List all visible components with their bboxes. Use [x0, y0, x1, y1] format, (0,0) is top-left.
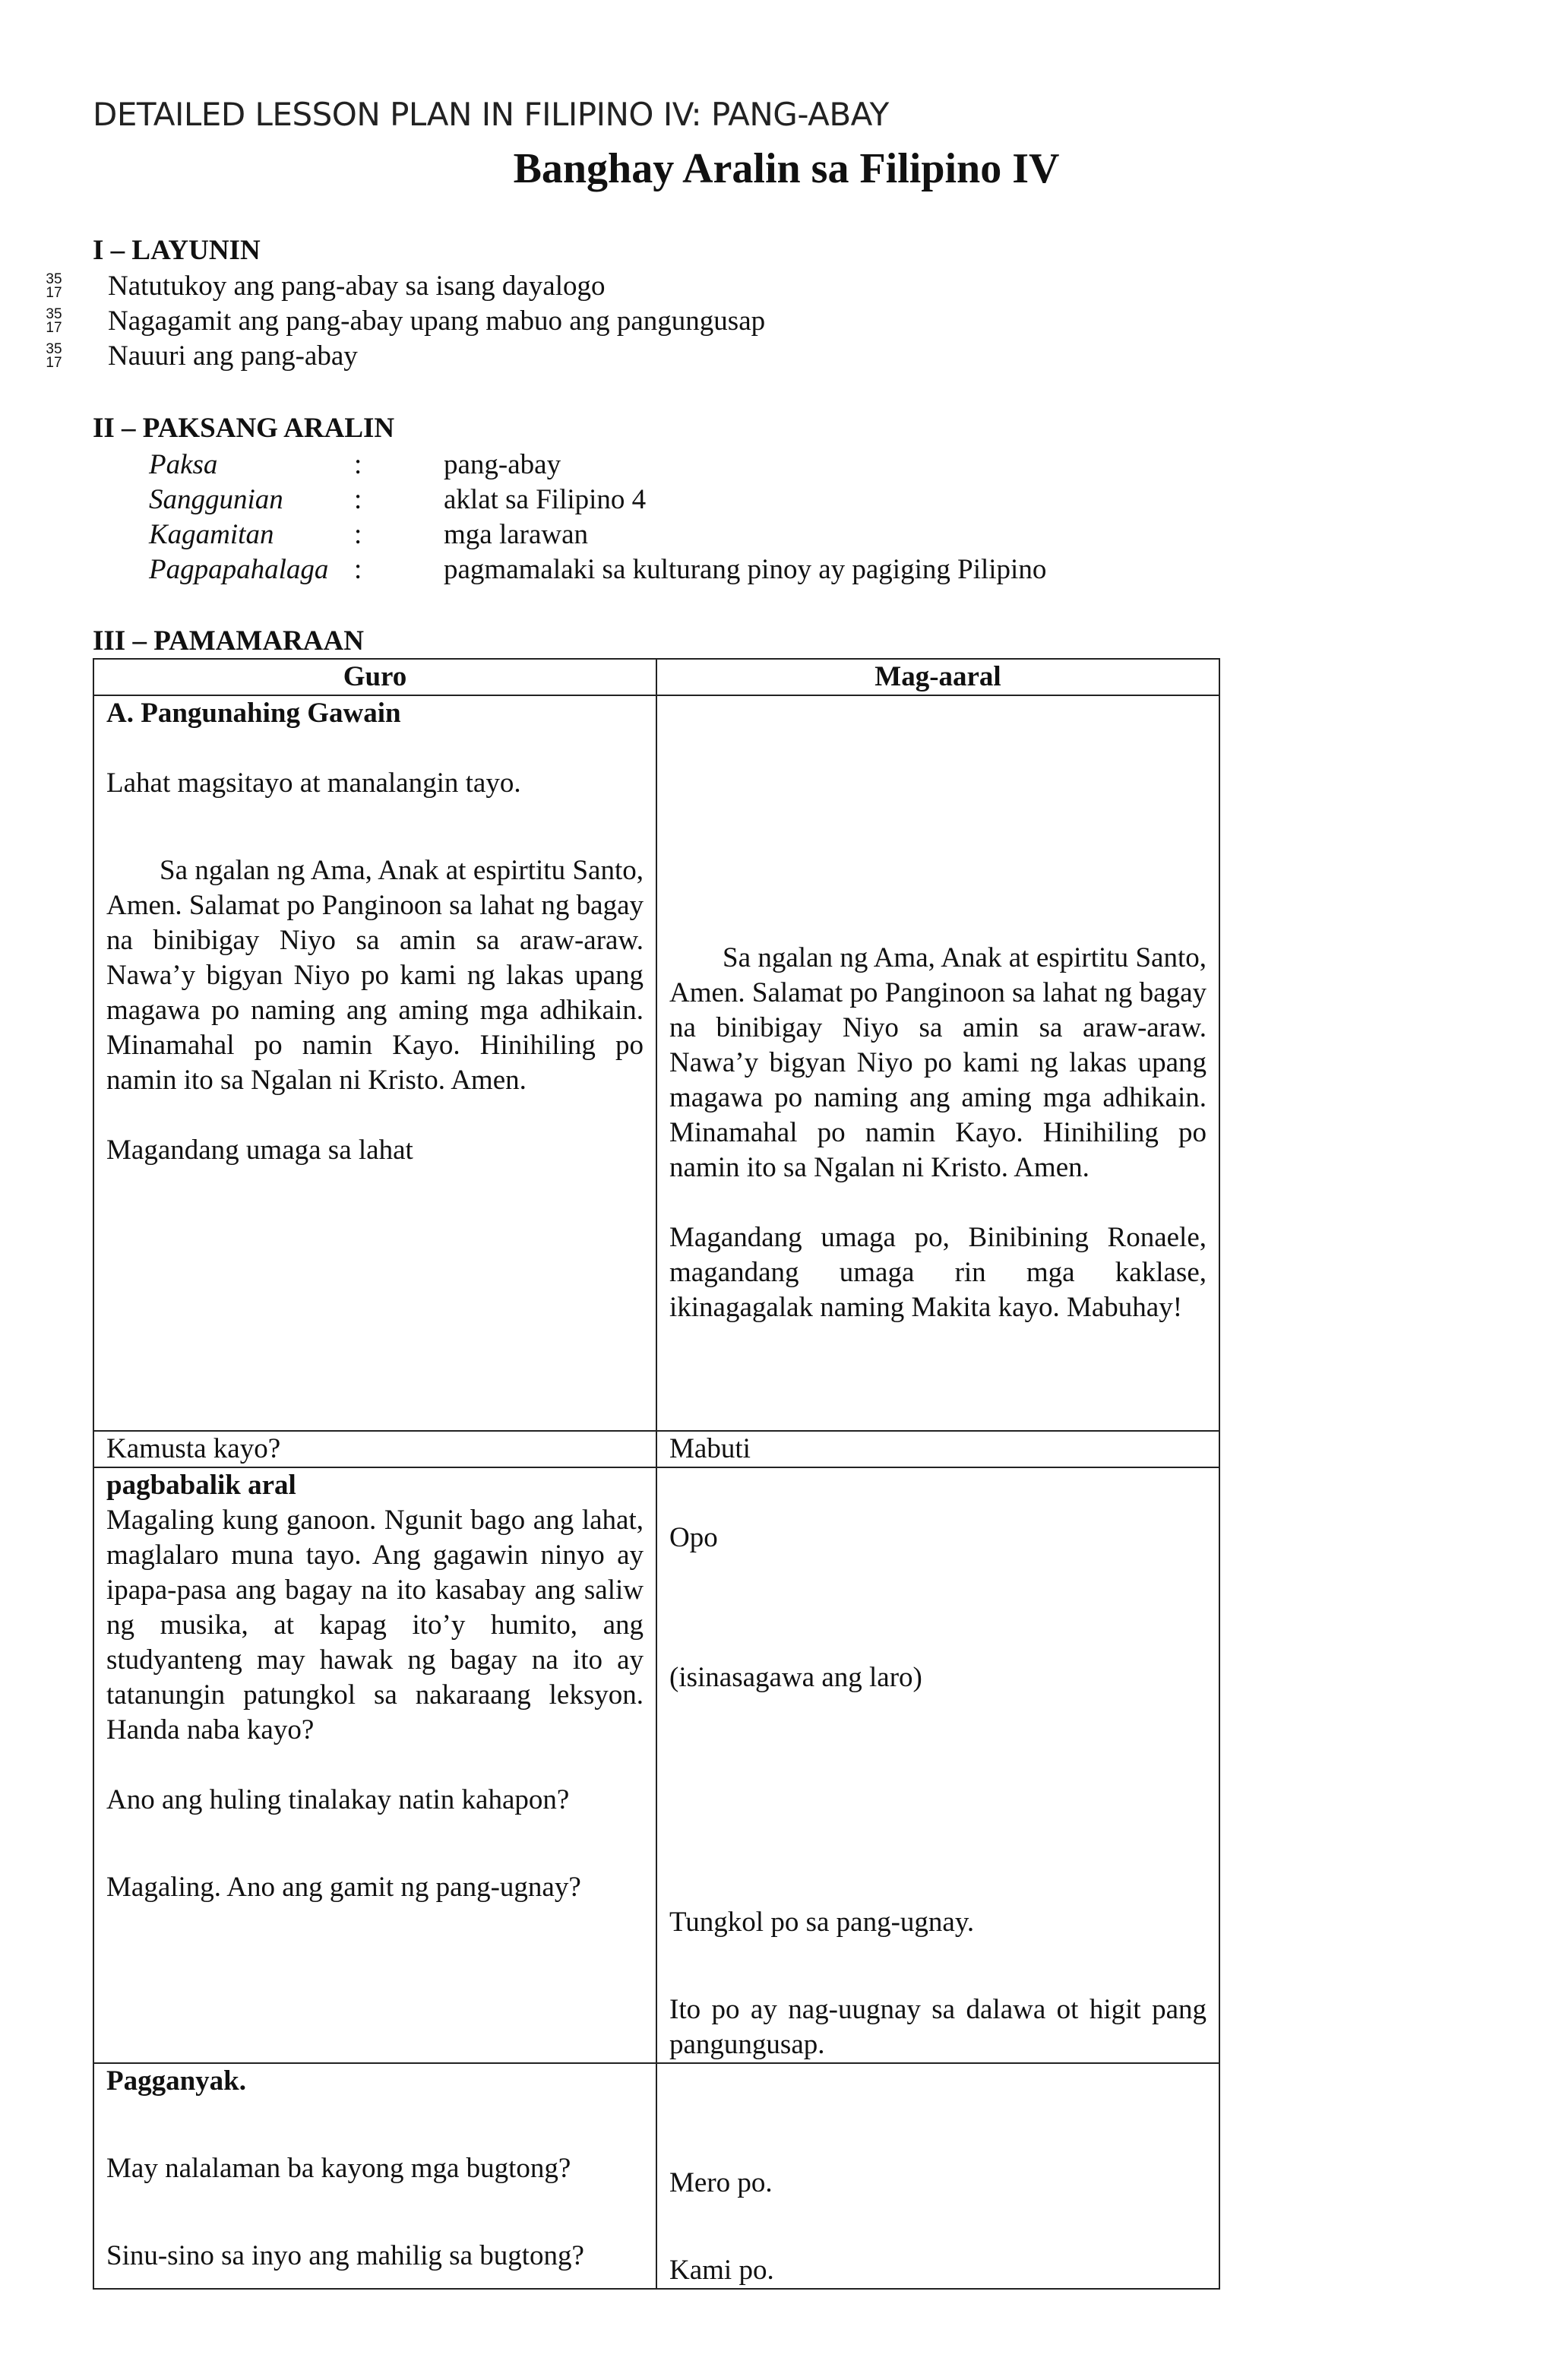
objective-marker: 35 17 [46, 271, 62, 301]
teacher-cell: Kamusta kayo? [93, 1431, 656, 1467]
topic-value: aklat sa Filipino 4 [444, 484, 647, 515]
objective-item [43, 305, 765, 337]
topic-value: pang-abay [444, 449, 561, 480]
topic-row [149, 448, 561, 481]
objective-item [43, 340, 358, 372]
topic-colon: : [354, 449, 362, 480]
topic-colon: : [354, 519, 362, 550]
teacher-line: Magaling kung ganoon. Ngunit bago ang lahat, maglalaro muna tayo. Ang gagawin ninyo ay ipapa-pasa ang bagay na ito kasabay ang saliw ng musika, at kapag ito’y humito, ang studyanteng may hawak ng bagay na ito ay tatanungin patungkol sa nakaraang leksyon. Handa naba kayo? [106, 1505, 644, 1745]
student-line: Tungkol po sa pang-ugnay. [669, 1907, 975, 1938]
objective-text: Nagagamit ang pang-abay upang mabuo ang pangungusap [108, 305, 766, 337]
activity-heading: pagbabalik aral [106, 1470, 296, 1501]
teacher-cell [93, 695, 656, 1431]
topic-value: mga larawan [444, 519, 589, 550]
teacher-line: Ano ang huling tinalakay natin kahapon? [106, 1784, 570, 1815]
teacher-line: Magandang umaga sa lahat [106, 1135, 413, 1166]
section-pamamaraan-heading: III – PAMAMARAAN [93, 625, 364, 657]
document-header: DETAILED LESSON PLAN IN FILIPINO IV: PANG-ABAY [93, 96, 889, 133]
teacher-prayer: Sa ngalan ng Ama, Anak at espirtitu Santo, Amen. Salamat po Panginoon sa lahat ng bagay na binibigay Niyo sa amin sa araw-araw. Nawa’y bigyan Niyo po kami ng lakas upang magawa po naming ang aming mga adhikain. Minamahal po namin Kayo. Hinihiling po namin ito sa Ngalan ni Kristo. Amen. [106, 855, 644, 1096]
procedure-table [93, 658, 1220, 2290]
activity-heading: A. Pangunahing Gawain [106, 698, 401, 729]
teacher-line: Lahat magsitayo at manalangin tayo. [106, 767, 521, 799]
student-line: (isinasagawa ang laro) [669, 1662, 922, 1693]
section-paksang-aralin-heading: II – PAKSANG ARALIN [93, 413, 395, 444]
topic-colon: : [354, 554, 362, 585]
teacher-line: Magaling. Ano ang gamit ng pang-ugnay? [106, 1872, 581, 1903]
student-cell [656, 2063, 1219, 2289]
student-line: Mero po. [669, 2167, 773, 2198]
student-cell [656, 1467, 1219, 2063]
topic-label: Sanggunian [149, 484, 283, 515]
objective-text: Natutukoy ang pang-abay sa isang dayalogo [108, 271, 606, 302]
table-row [93, 695, 1219, 1431]
activity-heading: Pagganyak. [106, 2065, 247, 2097]
teacher-cell [93, 2063, 656, 2289]
student-prayer: Sa ngalan ng Ama, Anak at espirtitu Santo, Amen. Salamat po Panginoon sa lahat ng bagay na binibigay Niyo sa amin sa araw-araw. Nawa’y bigyan Niyo po kami ng lakas upang magawa po naming ang aming mga adhikain. Minamahal po namin Kayo. Hinihiling po namin ito sa Ngalan ni Kristo. Amen. [669, 942, 1207, 1183]
document-title: Banghay Aralin sa Filipino IV [513, 145, 1060, 192]
objective-marker: 35 17 [46, 340, 62, 371]
student-line: Magandang umaga po, Binibining Ronaele, magandang umaga rin mga kaklase, ikinagagalak naming Makita kayo. Mabuhay! [669, 1222, 1207, 1323]
teacher-cell [93, 1467, 656, 2063]
student-cell: Mabuti [656, 1431, 1219, 1467]
table-row [93, 2063, 1219, 2289]
table-row [93, 1467, 1219, 2063]
topic-label: Kagamitan [149, 519, 274, 550]
column-header-mag-aaral: Mag-aaral [656, 659, 1219, 695]
objective-text: Nauuri ang pang-abay [108, 340, 358, 372]
student-line: Ito po ay nag-uugnay sa dalawa ot higit pang pangungusap. [669, 1994, 1207, 2060]
objective-marker: 35 17 [46, 305, 62, 336]
topic-row [149, 553, 1046, 586]
topic-label: Paksa [149, 449, 218, 480]
table-header-row [93, 659, 1219, 695]
teacher-line: Sinu-sino sa inyo ang mahilig sa bugtong? [106, 2240, 584, 2271]
teacher-line: May nalalaman ba kayong mga bugtong? [106, 2153, 571, 2184]
topic-row [149, 518, 588, 551]
topic-row [149, 483, 646, 516]
student-cell [656, 695, 1219, 1431]
student-line: Opo [669, 1522, 718, 1553]
student-line: Kami po. [669, 2255, 774, 2286]
topic-colon: : [354, 484, 362, 515]
section-layunin-heading: I – LAYUNIN [93, 235, 261, 266]
topic-value: pagmamalaki sa kulturang pinoy ay pagiging Pilipino [444, 554, 1047, 585]
table-row [93, 1431, 1219, 1467]
column-header-guro: Guro [93, 659, 656, 695]
objective-item [43, 270, 606, 302]
topic-label: Pagpapahalaga [149, 554, 329, 585]
